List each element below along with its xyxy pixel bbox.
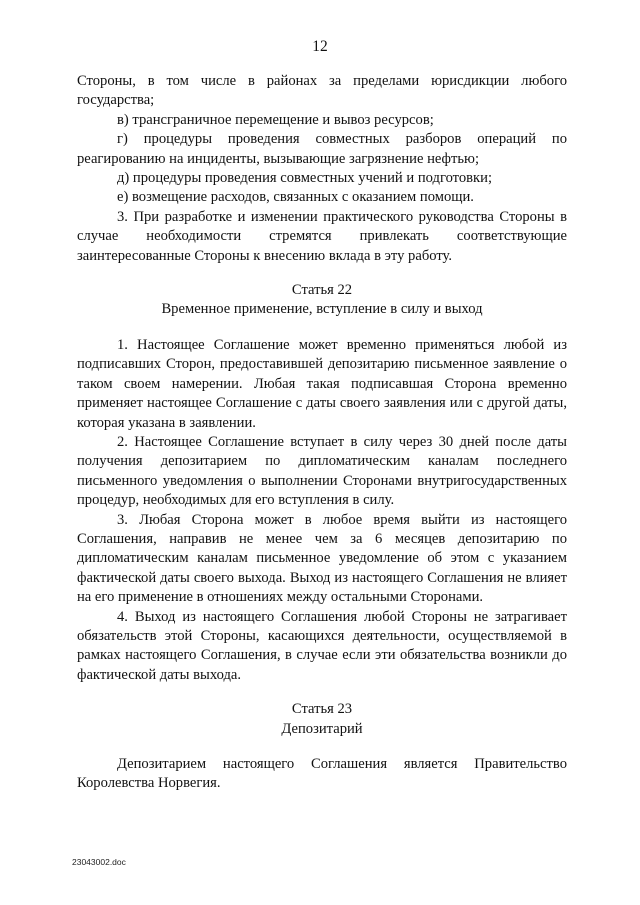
list-item-g: г) процедуры проведения совместных разборов операций по реагированию на инциденты, вызывающие загрязнение нефтью; — [77, 131, 567, 167]
list-item-v: в) трансграничное перемещение и вывоз ресурсов; — [117, 111, 434, 128]
article-22-number: Статья 22 — [291, 282, 353, 299]
list-item-e: е) возмещение расходов, связанных с оказанием помощи. — [117, 189, 474, 206]
paragraph-3: 3. При разработке и изменении практического руководства Стороны в случае необходимости стремятся привлекать соответствующие заинтересованные Стороны к внесению вклада в эту работу. — [77, 208, 567, 264]
article-23-paragraph-1: Депозитарием настоящего Соглашения является Правительство Королевства Норвегия. — [77, 756, 567, 792]
file-code: 23043002.doc — [72, 857, 126, 867]
article-22-title: Временное применение, вступление в силу и выход — [161, 301, 483, 318]
article-22-paragraph-4: 4. Выход из настоящего Соглашения любой Стороны не затрагивает обязательств этой Стороны, касающихся деятельности, осуществляемой в рамках настоящего Соглашения, в случае если эти обязательства возникли до фактической даты выхода. — [77, 608, 567, 683]
list-item-d: д) процедуры проведения совместных учений и подготовки; — [117, 170, 493, 187]
article-23-number: Статья 23 — [291, 701, 353, 718]
page-number: 12 — [312, 38, 328, 55]
paragraph-continuation: Стороны, в том числе в районах за пределами юрисдикции любого государства; — [77, 73, 567, 109]
document-body — [77, 72, 567, 794]
article-22-paragraph-3: 3. Любая Сторона может в любое время выйти из настоящего Соглашения, направив не менее чем за 6 месяцев депозитарию по дипломатическим каналам письменное уведомление об этом с указанием фактической даты своего выхода. Выход из настоящего Соглашения не влияет на его применение в отношениях между остальными Сторонами. — [77, 511, 567, 606]
article-22-paragraph-2: 2. Настоящее Соглашение вступает в силу через 30 дней после даты получения депозитарием по дипломатическим каналам последнего письменного уведомления о выполнении Сторонами внутригосударственных процедур, необходимых для его вступления в силу. — [77, 433, 567, 509]
article-23-title: Депозитарий — [281, 720, 363, 737]
article-22-paragraph-1: 1. Настоящее Соглашение может временно применяться любой из подписавших Сторон, предоставившей депозитарию письменное заявление о таком своем намерении. Любая такая подписавшая Сторона временно применяет настоящее Соглашение с даты своего заявления или с другой даты, которая указана в заявлении. — [77, 336, 567, 431]
